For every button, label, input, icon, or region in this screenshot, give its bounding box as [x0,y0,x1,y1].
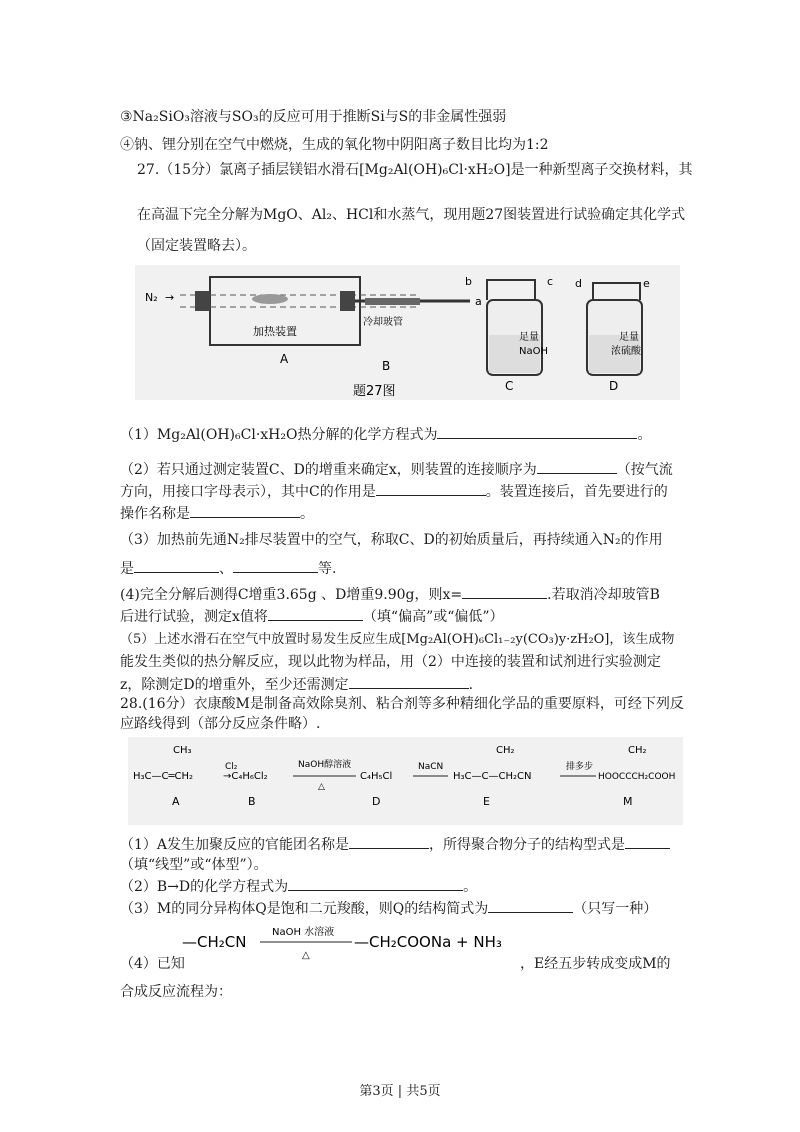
c-reagent: NaOH [519,346,548,357]
statement-3: ③Na₂SiO₃溶液与SO₃的反应可用于推断Si与S的非金属性强弱 [120,109,507,125]
d-tubes [593,283,640,300]
nacn-condition: NaCN [418,762,444,772]
d-reagent: 浓硫酸 [611,346,641,357]
q27-line2: 在高温下完全分解为MgO、Al₂、HCl和水蒸气，现用题27图装置进行试验确定其化学式 [137,207,686,223]
q27-heading: 27.（15分）氯离子插层镁铝水滑石[Mg₂Al(OH)₆Cl·xH₂O]是一种新型离子交换材料，其 [137,162,693,178]
compound-B: →C₄H₆Cl₂ [223,771,268,782]
apparatus-diagram [135,265,680,400]
q27-part3-line1: （3）加热前先通N₂排尽装置中的空气，称取C、D的初始质量后，再持续通入N₂的作用 [120,532,663,548]
q28-part2: （2）B→D的化学方程式为 。 [120,876,477,897]
q27-line3: （固定装置略去）。 [137,238,256,254]
compound-A: H₃C—C═CH₂ [133,771,194,782]
compound-M: HOOCCCH₂COOH [598,772,676,782]
known-reaction [182,925,542,965]
port-a: a [475,295,482,308]
port-c: c [547,275,554,288]
known-cond-top: NaOH 水溶液 [272,927,335,938]
q28-part4-tail: ，E经五步转成变成M的 [520,956,671,972]
q28-line2: 应路线得到（部分反应条件略）. [120,716,321,732]
q27-part5-line2: 能发生类似的热分解反应，现以此物为样品，用（2）中连接的装置和试剂进行实验测定 [120,654,661,670]
cooling-tube [365,298,420,305]
compound-D: C₄H₅Cl [360,771,393,782]
c-tubes [487,280,535,300]
q28-part4-lead: （4）已知 [120,956,185,972]
figure-27-caption: 题27图 [353,384,396,399]
label-D: D [609,379,619,393]
label-B2: B [248,795,256,808]
port-b: b [465,275,472,288]
reaction-route [128,737,683,825]
compound-E: H₃C—C—CH₂CN [453,771,532,782]
q27-part5-line1: （5）上述水滑石在空气中放置时易发生反应生成[Mg₂Al(OH)₆Cl₁₋₂y(CO₃)y·zH₂O]，该生成物 [120,632,675,647]
q27-part4-line2: 后进行试验，测定x值将 （填“偏高”或“偏低”） [120,606,504,627]
q27-part4-line1: (4)完全分解后测得C增重3.65g 、D增重9.90g，则x= .若取消冷却玻管B [120,584,660,605]
page-footer: 第3页 | 共5页 [359,1084,441,1099]
sample [252,294,288,304]
q27-part2-line3: 操作名称是 。 [120,503,314,524]
stopper-left [195,291,210,311]
q28-heading: 28.(16分）衣康酸M是制备高效除臭剂、粘合剂等多种精细化学品的重要原料，可经下列反 [120,696,684,712]
label-M: M [623,795,633,808]
known-product: —CH₂COONa + NH₃ [354,933,502,951]
port-d: d [575,277,582,290]
c-amount: 足量 [519,332,539,343]
q28-part3: （3）M的同分异构体Q是饱和二元羧酸，则Q的结构简式为 （只写一种） [120,898,657,919]
label-E: E [483,795,490,808]
heating-label: 加热装置 [253,325,297,338]
cl2-condition: Cl₂ [225,762,238,772]
statement-4: ④钠、锂分别在空气中燃烧，生成的氧化物中阴阳离子数目比均为1:2 [120,137,549,153]
q27-part2-line2: 方向，用接口字母表示），其中C的作用是 。装置连接后，首先要进行的 [120,481,668,502]
figure-27 [135,265,680,400]
q27-part2-line1: （2）若只通过测定装置C、D的增重来确定x，则装置的连接顺序为 （按气流 [120,459,673,480]
q28-part4-line2: 合成反应流程为： [120,984,232,1000]
q27-part3-line2: 是 、 等. [120,558,336,579]
known-reactant: —CH₂CN [182,933,247,951]
e-ch2: CH₂ [496,745,515,756]
arrow-n2: → [165,291,175,304]
q28-part1-line1: （1）A发生加聚反应的官能团名称是 ，所得聚合物分子的结构型式是 [120,834,670,855]
multistep-condition: 排多步 [566,762,594,772]
label-B: B [382,359,391,373]
heat-1: △ [318,782,325,792]
known-cond-bottom: △ [302,950,310,961]
q28-part1-line2: （填“线型”或“体型”）。 [120,857,268,873]
known-reaction-svg [182,925,542,965]
cooling-label: 冷却玻管 [363,317,403,328]
q27-part5-line3: z，除测定D的增重外，至少还需测定 . [120,674,473,695]
label-D2: D [372,795,381,808]
a-methyl: CH₃ [173,745,192,756]
label-A2: A [172,795,180,808]
figure-28 [128,737,683,825]
q27-part1: （1）Mg₂Al(OH)₆Cl·xH₂O热分解的化学方程式为 。 [120,424,651,445]
n2-label: N₂ [145,291,158,304]
label-C: C [505,379,514,393]
stopper-right [340,291,355,311]
label-A: A [280,352,289,366]
naoh-condition: NaOH醇溶液 [298,760,352,770]
port-e: e [643,277,650,290]
m-ch2: CH₂ [628,745,647,756]
d-amount: 足量 [619,332,639,343]
